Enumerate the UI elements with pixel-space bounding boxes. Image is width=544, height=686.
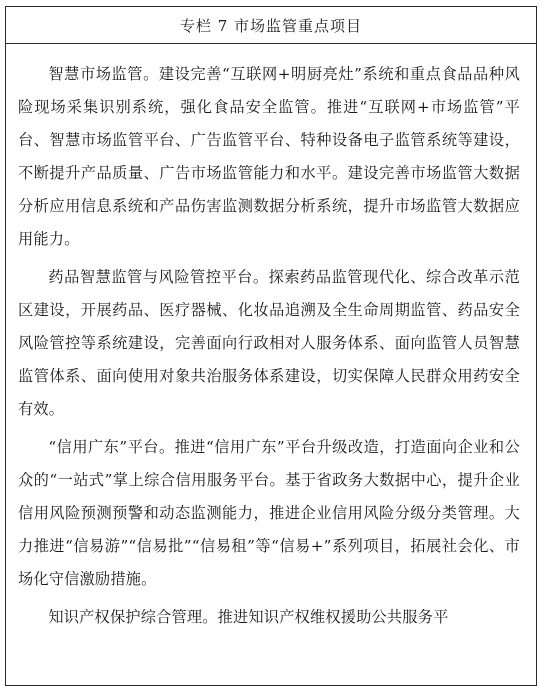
paragraph-ip-protection: 知识产权保护综合管理。推进知识产权维权援助公共服务平 — [48, 608, 449, 626]
project-box — [5, 6, 537, 686]
box-title: 专栏 7 市场监管重点项目 — [6, 7, 536, 44]
box-body — [6, 44, 536, 634]
paragraph-credit-guangdong-platform: “信用广东”平台。推进“信用广东”平台升级改造，打造面向企业和公众的“一站式”掌上综合信用服务平台。基于省政务大数据中心，提升企业信用风险预测预警和动态监测能力，推进企业信用风险分级分类管理。大力推进“信易游”“信易批”“信易租”等“信易+”系列项目，拓展社会化、市场化守信激励措施。 — [18, 438, 520, 588]
paragraph-smart-market-supervision: 智慧市场监管。建设完善“互联网+明厨亮灶”系统和重点食品品种风险现场采集识别系统，强化食品安全监管。推进“互联网+市场监管”平台、智慧市场监管平台、广告监管平台、特种设备电子监管系统等建设，不断提升产品质量、广告市场监管能力和水平。建设完善市场监管大数据分析应用信息系统和产品伤害监测数据分析系统，提升市场监管大数据应用能力。 — [18, 65, 520, 248]
paragraph-drug-supervision-platform: 药品智慧监管与风险管控平台。探索药品监管现代化、综合改革示范区建设，开展药品、医疗器械、化妆品追溯及全生命周期监管、药品安全风险管控等系统建设，完善面向行政相对人服务体系、面向监管人员智慧监管体系、面向使用对象共治服务体系建设，切实保障人民群众用药安全有效。 — [18, 268, 520, 418]
